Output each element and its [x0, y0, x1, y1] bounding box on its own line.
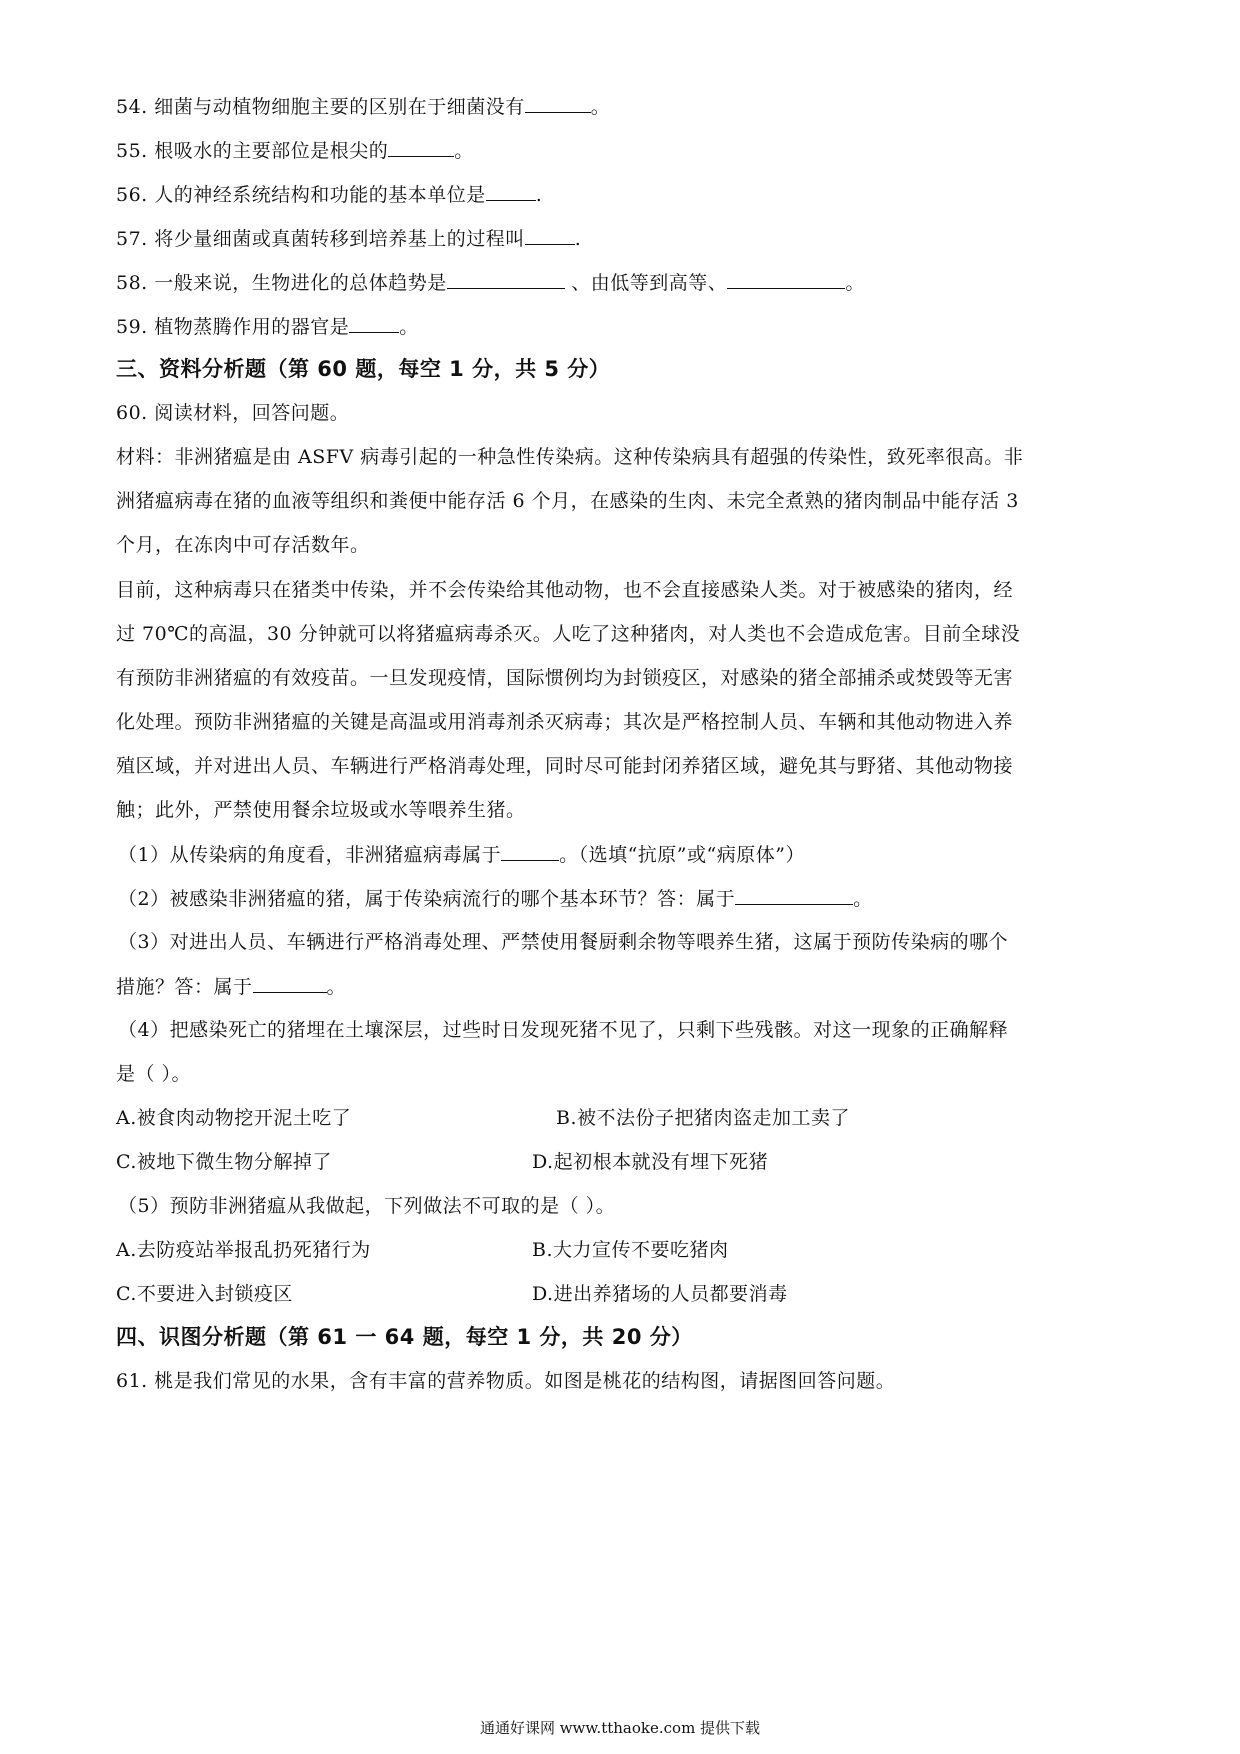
question-56	[116, 182, 542, 207]
question-57	[116, 226, 581, 251]
option-c: C.被地下微生物分解掉了	[116, 1151, 332, 1173]
sub-question-1	[118, 842, 805, 867]
question-59	[116, 314, 419, 339]
sub-question-3-line2	[116, 974, 346, 999]
option-b: B.大力宣传不要吃猪肉	[532, 1239, 729, 1261]
question-59-text: 59. 植物蒸腾作用的器官是	[116, 316, 350, 338]
option-a: A.去防疫站举报乱扔死猪行为	[116, 1239, 371, 1261]
option-a: A.被食肉动物挖开泥土吃了	[116, 1107, 352, 1129]
sub-question-2	[118, 886, 873, 911]
question-58-mid: 、由低等到高等、	[564, 272, 728, 294]
question-57-end: .	[574, 228, 582, 250]
option-d: D.进出养猪场的人员都要消毒	[532, 1283, 788, 1305]
option-b: B.被不法份子把猪肉盗走加工卖了	[556, 1107, 851, 1129]
sub-question-3-text: 措施？答：属于	[116, 976, 253, 998]
answer-blank	[486, 182, 536, 201]
material-line: 触；此外，严禁使用餐余垃圾或水等喂养生猪。	[116, 799, 526, 821]
sub-question-5: （5）预防非洲猪瘟从我做起，下列做法不可取的是（ ）。	[118, 1195, 616, 1217]
sub-question-1-text: （1）从传染病的角度看，非洲猪瘟病毒属于	[118, 844, 502, 866]
sub-question-3-line1: （3）对进出人员、车辆进行严格消毒处理、严禁使用餐厨剩余物等喂养生猪，这属于预防传染病的哪个	[118, 931, 1009, 953]
question-54-end: 。	[590, 96, 611, 118]
answer-blank	[501, 842, 559, 861]
answer-blank	[447, 270, 565, 289]
question-57-text: 57. 将少量细菌或真菌转移到培养基上的过程叫	[116, 228, 525, 250]
answer-blank	[735, 886, 853, 905]
question-58	[116, 270, 865, 295]
sub-question-2-text: （2）被感染非洲猪瘟的猪，属于传染病流行的哪个基本环节？答：属于	[118, 888, 736, 910]
answer-blank	[727, 270, 845, 289]
material-line: 材料：非洲猪瘟是由 ASFV 病毒引起的一种急性传染病。这种传染病具有超强的传染性，致死率很高。非	[116, 446, 1024, 468]
sub-question-4-line2: 是（ ）。	[116, 1063, 192, 1085]
material-line: 有预防非洲猪瘟的有效疫苗。一旦发现疫情，国际惯例均为封锁疫区，对感染的猪全部捕杀或焚毁等无害	[116, 667, 1014, 689]
question-55-end: 。	[454, 140, 474, 162]
question-58-end: 。	[845, 272, 865, 294]
answer-blank	[349, 314, 399, 333]
answer-blank	[253, 974, 327, 993]
question-56-text: 56. 人的神经系统结构和功能的基本单位是	[116, 184, 486, 206]
material-line: 过 70℃的高温，30 分钟就可以将猪瘟病毒杀灭。人吃了这种猪肉，对人类也不会造成危害。目前全球没	[116, 623, 1021, 645]
sub-question-2-end: 。	[853, 888, 873, 910]
section-4-heading: 四、识图分析题（第 61 一 64 题，每空 1 分，共 20 分）	[116, 1325, 693, 1349]
option-c: C.不要进入封锁疫区	[116, 1283, 293, 1305]
section-3-heading: 三、资料分析题（第 60 题，每空 1 分，共 5 分）	[116, 357, 611, 381]
question-54	[116, 94, 610, 119]
material-line: 个月，在冻肉中可存活数年。	[116, 534, 370, 556]
sub-question-3-end: 。	[326, 976, 347, 998]
material-line: 化处理。预防非洲猪瘟的关键是高温或用消毒剂杀灭病毒；其次是严格控制人员、车辆和其他动物进入养	[116, 711, 1014, 733]
answer-blank	[388, 138, 454, 157]
option-d: D.起初根本就没有埋下死猪	[532, 1151, 769, 1173]
question-58-text: 58. 一般来说，生物进化的总体趋势是	[116, 272, 447, 294]
material-line: 目前，这种病毒只在猪类中传染，并不会传染给其他动物，也不会直接感染人类。对于被感染的猪肉，经	[116, 579, 1014, 601]
material-line: 洲猪瘟病毒在猪的血液等组织和粪便中能存活 6 个月，在感染的生肉、未完全煮熟的猪肉制品中能存活 3	[116, 490, 1019, 512]
material-line: 殖区域，并对进出人员、车辆进行严格消毒处理，同时尽可能封闭养猪区域，避免其与野猪、其他动物接	[116, 755, 1014, 777]
answer-blank	[525, 226, 575, 245]
question-55-text: 55. 根吸水的主要部位是根尖的	[116, 140, 389, 162]
question-59-end: 。	[399, 316, 419, 338]
sub-question-1-end: 。（选填“抗原”或“病原体”）	[559, 844, 805, 866]
page-footer: 通通好课网 www.tthaoke.com 提供下载	[479, 1719, 761, 1737]
question-60-intro: 60. 阅读材料，回答问题。	[116, 402, 350, 424]
question-61: 61. 桃是我们常见的水果，含有丰富的营养物质。如图是桃花的结构图，请据图回答问题。	[116, 1370, 896, 1392]
question-55	[116, 138, 474, 163]
question-56-end: .	[535, 184, 543, 206]
answer-blank	[525, 94, 591, 113]
sub-question-4-line1: （4）把感染死亡的猪埋在土壤深层，过些时日发现死猪不见了，只剩下些残骸。对这一现象的正确解释	[118, 1019, 1009, 1041]
question-54-text: 54. 细菌与动植物细胞主要的区别在于细菌没有	[116, 96, 525, 118]
